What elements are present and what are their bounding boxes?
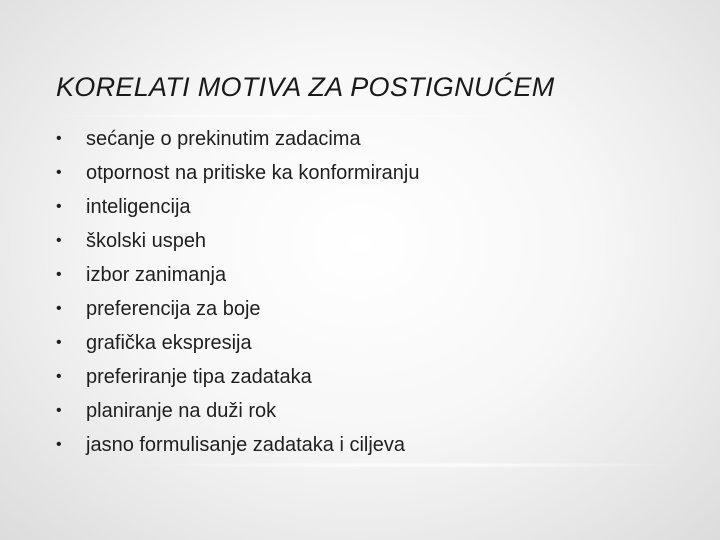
bullet-icon: •	[56, 368, 62, 385]
bullet-icon: •	[56, 300, 62, 317]
list-item-text: inteligencija	[86, 196, 191, 218]
bullet-icon: •	[56, 334, 62, 351]
list-item	[52, 122, 420, 156]
list-item-text: školski uspeh	[86, 230, 207, 252]
bullet-icon: •	[56, 402, 62, 419]
list-item	[52, 224, 420, 258]
bullet-icon: •	[56, 198, 62, 215]
list-item-text: izbor zanimanja	[86, 264, 227, 286]
list-item-text: grafička ekspresija	[86, 332, 252, 354]
list-item-text: planiranje na duži rok	[86, 400, 277, 422]
bullet-icon: •	[56, 130, 62, 147]
bullet-icon: •	[56, 232, 62, 249]
list-item	[52, 258, 420, 292]
list-item-text: preferencija za boje	[86, 298, 261, 320]
list-item	[52, 394, 420, 428]
list-item-text: preferiranje tipa zadataka	[86, 366, 312, 388]
list-item-text: sećanje o prekinutim zadacima	[86, 128, 361, 150]
list-item	[52, 190, 420, 224]
bullet-icon: •	[56, 436, 62, 453]
list-item	[52, 292, 420, 326]
bullet-icon: •	[56, 164, 62, 181]
bullet-list	[52, 122, 420, 462]
list-item	[52, 428, 420, 462]
list-item	[52, 156, 420, 190]
title-divider	[56, 115, 526, 117]
list-item	[52, 360, 420, 394]
list-item	[52, 326, 420, 360]
list-item-text: jasno formulisanje zadataka i ciljeva	[86, 434, 406, 456]
slide-title: KORELATI MOTIVA ZA POSTIGNUĆEM	[56, 72, 555, 102]
bottom-highlight	[130, 462, 690, 468]
list-item-text: otpornost na pritiske ka konformiranju	[86, 162, 420, 184]
bullet-icon: •	[56, 266, 62, 283]
